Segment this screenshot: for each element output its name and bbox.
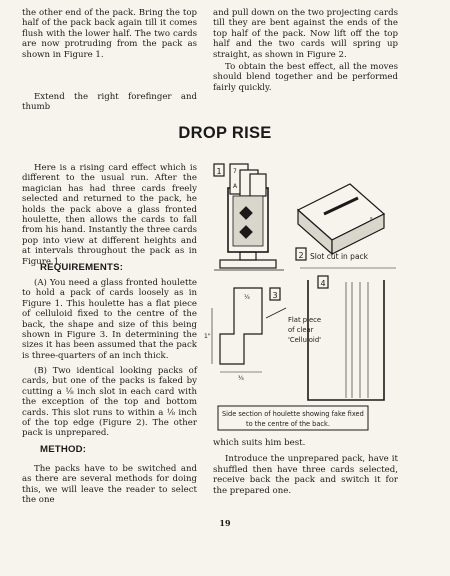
- right-bottom-paragraph: [213, 438, 398, 496]
- method-paragraph: [22, 464, 197, 506]
- right-bottom-text-1: which suits him best.: [213, 438, 306, 448]
- page-number: 19: [219, 518, 231, 528]
- celluloid-label-1: Flat piece: [288, 316, 322, 324]
- dim-quarter: ¼: [244, 294, 250, 301]
- requirement-a: [22, 278, 197, 361]
- illustration-area: [200, 158, 398, 436]
- fig3-label: 3: [272, 291, 278, 300]
- slot-label: Slot cut in pack: [310, 252, 369, 261]
- top-right-text-2: To obtain the best effect, all the moves should blend together and be performed fairly quickly.: [213, 62, 398, 93]
- requirement-b-text: (B) Two identical looking packs of cards, but one of the packs is faked by cutting a ⅛ inch slot in each card with the exception of the top and bottom cards. This slot runs to within a ⅛ inch of the top edge (Figure 2). The other pack is unprepared.: [22, 366, 197, 439]
- top-right-text: and pull down on the two projecting cards till they are bent against the ends of the top half of the pack. Now lift off the top half and the two cards will spring up straight, as shown in Figure 2.: [213, 8, 398, 60]
- right-bottom-text-2: Introduce the unprepared pack, have it shuffled then have three cards selected, receive back the pack and switch it for the prepared one.: [213, 454, 398, 496]
- top-right-paragraph: [213, 8, 398, 93]
- houlette-base: [220, 260, 276, 268]
- pack-side-right: [332, 214, 384, 254]
- celluloid-shape: [220, 288, 262, 364]
- card-rising-3: [250, 174, 266, 196]
- requirements-heading: REQUIREMENTS:: [40, 262, 124, 273]
- intro-text: Here is a rising card effect which is different to the usual run. After the magician has had three cards freely selected and returned to the pack, he holds the pack above a glass fronted houlette, then allows the cards to fall from his hand. Instantly the three cards pop into view at different heights and at intervals throughout the pack as in Figure 1.: [22, 163, 197, 267]
- top-left-paragraph: [22, 8, 197, 60]
- card-s-label: s: [370, 216, 373, 222]
- intro-paragraph: [22, 163, 197, 267]
- houlette-glass: [233, 196, 263, 246]
- fig1-label: 1: [216, 167, 222, 176]
- fig2-label: 2: [298, 251, 304, 260]
- card-7-label: 7: [233, 168, 237, 175]
- drop-rise-figures: [200, 158, 398, 436]
- method-heading: METHOD:: [40, 444, 87, 455]
- dim-one: 1": [204, 333, 211, 340]
- caption-line-2: to the centre of the back.: [246, 420, 330, 428]
- pack-side-left: [298, 210, 332, 254]
- requirement-a-text: (A) You need a glass fronted houlette to hold a pack of cards loosely as in Figure 1. This houlette has a flat piece of celluloid fixed to the centre of the back, the shape and size of this being shown in Figure 3. In determining the sizes it has been assumed that the pack is three-quarters of an inch thick.: [22, 278, 197, 361]
- celluloid-pointer: [266, 308, 286, 318]
- houlette-stem: [240, 252, 256, 260]
- dim-three-quarter: ¾: [238, 375, 244, 382]
- article-title: DROP RISE: [178, 124, 272, 142]
- fig4-label: 4: [320, 279, 326, 288]
- celluloid-label-2: of clear: [288, 326, 314, 334]
- pack-slot: [324, 198, 358, 214]
- card-a-label: A: [233, 183, 238, 190]
- method-text: The packs have to be switched and as there are several methods for doing this, we will leave the reader to select the one: [22, 464, 197, 506]
- top-left-paragraph-2: [22, 92, 197, 113]
- top-left-text: the other end of the pack. Bring the top half of the pack back again till it comes flush with the lower half. The two cards are now protruding from the pack as shown in Figure 1.: [22, 8, 197, 60]
- top-left-text-2: Extend the right forefinger and thumb: [22, 92, 197, 113]
- requirement-b: [22, 366, 197, 439]
- caption-line-1: Side section of houlette showing fake fixed: [222, 410, 364, 418]
- celluloid-label-3: 'Celluloid': [288, 336, 321, 344]
